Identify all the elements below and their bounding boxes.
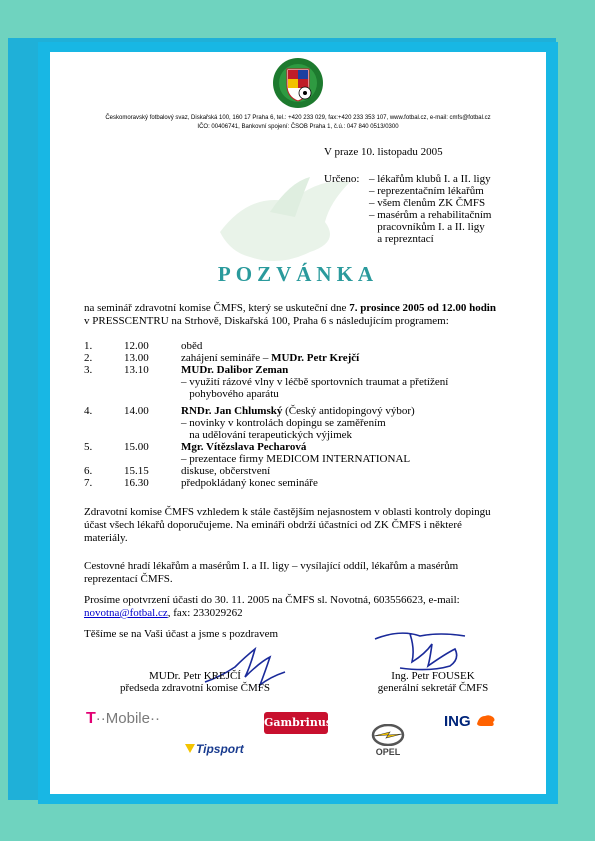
program-desc: – prezentace firmy MEDICOM INTERNATIONAL (181, 453, 411, 465)
header-address: Českomoravský fotbalový svaz, Diskařská 100, 160 17 Praha 6, tel.: +420 233 029, fax:+420 233 353 107, www.fotbal.cz, e-mail: cmfs@fotbal.cz (105, 115, 491, 121)
signature-block-krejci (110, 670, 280, 694)
program-time: 15.15 (124, 465, 149, 477)
tipsport-mark-icon (184, 742, 196, 754)
cmfs-crest-logo (272, 57, 324, 109)
fousek-signature (370, 624, 480, 674)
program-desc: Mgr. Vítězslava Pecharová (181, 441, 307, 453)
program-time: 15.00 (124, 441, 149, 453)
program-desc: na udělování terapeutických výjimek (181, 429, 353, 441)
program-number: 7. (84, 477, 93, 489)
program-number: 1. (84, 340, 93, 352)
program-desc: diskuse, občerstvení (181, 465, 271, 477)
closing-line: Těšíme se na Vaši účast a jsme s pozdravem (84, 628, 279, 640)
program-time: 14.00 (124, 405, 149, 417)
urceno-item: – reprezentačním lékařům (369, 185, 484, 197)
program-number: 4. (84, 405, 93, 417)
signer-name: MUDr. Petr KREJČÍ (149, 670, 241, 682)
program-number: 2. (84, 352, 93, 364)
tmobile-logo: T··Mobile·· (86, 710, 160, 727)
doping-paragraph: Zdravotní komise ČMFS vzhledem k stále častějším nejasnostem v oblasti kontroly dopingu účast všech lékařů doporučujeme. Na emináři obdrží účastníci od ZK ČMFS i některé materiály. (84, 506, 491, 544)
signature-block-fousek (348, 670, 518, 694)
urceno-item: – lékařům klubů I. a II. ligy (369, 173, 491, 185)
urceno-item: – masérům a rehabilitačním (369, 209, 492, 221)
lion-icon (475, 712, 497, 728)
program-desc: MUDr. Dalibor Zeman (181, 364, 289, 376)
header-bank: IČO: 00406741, Bankovní spojení: ČSOB Praha 1, č.ú.: 047 840 0513/0300 (197, 124, 399, 130)
rsvp-paragraph (84, 594, 514, 620)
opel-logo-text: OPEL (375, 747, 401, 757)
travel-paragraph: Cestovné hradí lékařům a masérům I. a II. ligy – vysílající oddíl, lékařům a masérům reprezentací ČMFS. (84, 560, 459, 585)
date: V praze 10. listopadu 2005 (324, 146, 443, 158)
opel-emblem-icon (370, 724, 406, 746)
intro-text: na seminář zdravotní komise ČMFS, který se uskuteční dne (84, 302, 350, 314)
intro-date: 7. prosince 2005 od 12.00 hodin (349, 302, 496, 314)
program-time: 13.10 (124, 364, 149, 376)
program-number: 6. (84, 465, 93, 477)
signer-role: generální sekretář ČMFS (377, 682, 489, 694)
program-time: 12.00 (124, 340, 149, 352)
urceno-item: a reprezntací (369, 233, 434, 245)
program-desc: RNDr. Jan Chlumský (Český antidopingový výbor) (181, 405, 415, 417)
urceno-item: – všem členům ZK ČMFS (369, 197, 486, 209)
ing-logo: ING (444, 712, 497, 730)
intro-paragraph (84, 302, 524, 328)
program-time: 16.30 (124, 477, 149, 489)
program-number: 3. (84, 364, 93, 376)
gambrinus-logo: Gambrinus (264, 712, 328, 734)
program-desc: – novinky v kontrolách dopingu se zaměřením (181, 417, 386, 429)
program-desc: pohybového aparátu (181, 388, 279, 400)
urceno-list (369, 173, 491, 245)
program-desc: oběd (181, 340, 203, 352)
program-desc: předpokládaný konec semináře (181, 477, 318, 489)
urceno-item: pracovníkům I. a II. ligy (369, 221, 485, 233)
program-number: 5. (84, 441, 93, 453)
rsvp-fax: , fax: 233029262 (167, 607, 243, 619)
rsvp-text: Prosíme opotvrzení účasti do 30. 11. 2005 na ČMFS sl. Novotná, 603556623, e-mail: (84, 594, 460, 606)
page-title: POZVÁNKA (217, 262, 379, 286)
program-desc: zahájení semináře – MUDr. Petr Krejčí (181, 352, 360, 364)
invitation-page (50, 52, 546, 794)
program-desc: – využití rázové vlny v léčbě sportovních traumat a přetížení (181, 376, 449, 388)
signer-name: Ing. Petr FOUSEK (391, 670, 475, 682)
signer-role: předseda zdravotní komise ČMFS (119, 682, 270, 694)
tipsport-logo: Tipsport (184, 742, 244, 756)
rsvp-email-link[interactable]: novotna@fotbal.cz (84, 607, 168, 619)
program-time: 13.00 (124, 352, 149, 364)
intro-text-2: v PRESSCENTRU na Strhově, Diskařská 100, Praha 6 s následujícím programem: (84, 315, 449, 327)
urceno-label: Určeno: (324, 173, 360, 185)
